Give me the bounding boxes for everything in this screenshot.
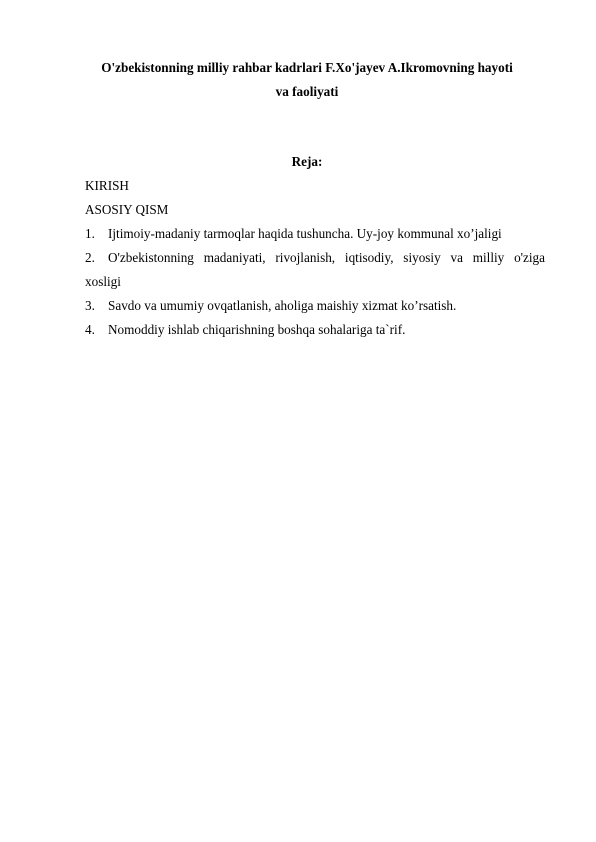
plan-item-3 (85, 294, 545, 318)
document-title-line-2: va faoliyati (275, 84, 339, 99)
plan-item-number: 1. (85, 226, 95, 241)
plan-item-number: 4. (85, 322, 95, 337)
plan-item-text: Nomoddiy ishlab chiqarishning boshqa sohalariga ta`rif. (108, 322, 406, 337)
document-title-line-1: O'zbekistonning milliy rahbar kadrlari F.Xo'jayev A.Ikromovning hayoti (101, 60, 513, 75)
intro-label: KIRISH (85, 178, 129, 193)
plan-item-4 (85, 318, 545, 342)
plan-item-text: Savdo va umumiy ovqatlanish, aholiga maishiy xizmat ko’rsatish. (108, 298, 457, 313)
plan-item-text: Ijtimoiy-madaniy tarmoqlar haqida tushuncha. Uy-joy kommunal xo’jaligi (108, 226, 502, 241)
plan-item-1 (85, 222, 545, 246)
plan-item-2 (85, 246, 545, 270)
plan-heading: Reja: (291, 154, 323, 169)
plan-item-number: 3. (85, 298, 95, 313)
plan-item-text: O'zbekistonning madaniyati, rivojlanish, iqtisodiy, siyosiy va milliy o'ziga (108, 250, 545, 265)
plan-item-2-continuation: xosligi (85, 274, 121, 289)
plan-item-number: 2. (85, 250, 95, 265)
main-part-label: ASOSIY QISM (85, 202, 169, 217)
